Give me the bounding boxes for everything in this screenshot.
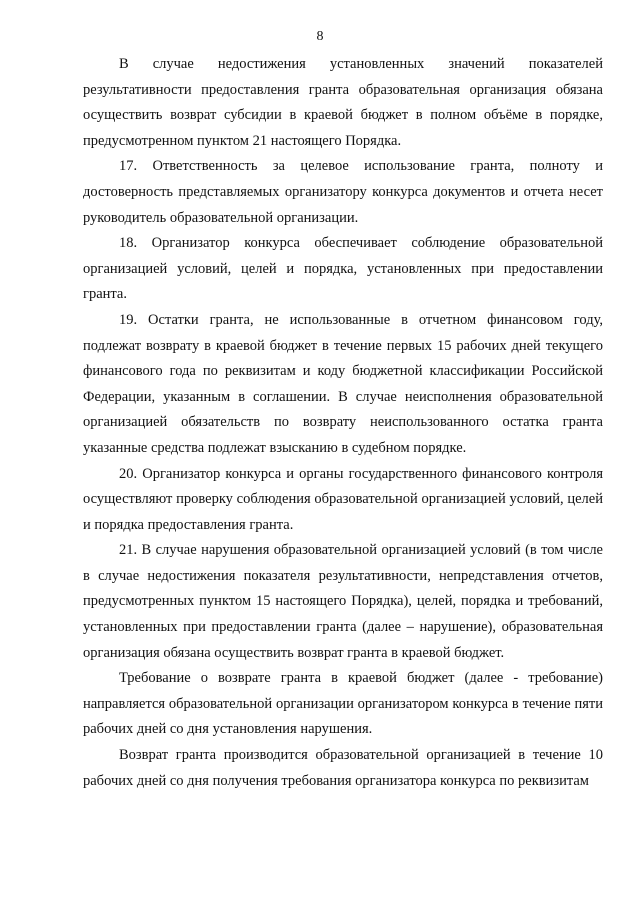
paragraph-21-violation: 21. В случае нарушения образовательной организацией условий (в том числе в случае недостижения показателя результативности, непредставления отчетов, предусмотренных пунктом 15 настоящего Порядка), целей, порядка и требований, установленных при предоставлении гранта (далее – нарушение), образовательная организация обязана осуществить возврат гранта в краевой бюджет. <box>83 542 603 661</box>
paragraph-17-responsibility: 17. Ответственность за целевое использование гранта, полноту и достоверность представляемых организатору конкурса документов и отчета несет руководитель образовательной организации. <box>83 158 603 226</box>
paragraph-19-unused-balance: 19. Остатки гранта, не использованные в отчетном финансовом году, подлежат возврату в краевой бюджет в течение первых 15 рабочих дней текущего финансового года по реквизитам и коду бюджетной классификации Российской Федерации, указанным в соглашении. В случае неисполнения образовательной организацией обязательств по возврату неиспользованного остатка гранта указанные средства подлежат взысканию в судебном порядке. <box>83 311 603 456</box>
paragraph-refund-procedure: Возврат гранта производится образовательной организацией в течение 10 рабочих дней со дня получения требования организатора конкурса по реквизитам <box>83 747 603 789</box>
paragraph-subsidy-refund: В случае недостижения установленных значений показателей результативности предоставления гранта образовательная организация обязана осуществить возврат субсидии в краевой бюджет в полном объёме в порядке, предусмотренном пунктом 21 настоящего Порядка. <box>83 56 603 149</box>
page-number: 8 <box>316 29 324 44</box>
document-body <box>83 52 603 794</box>
paragraph-20-control: 20. Организатор конкурса и органы государственного финансового контроля осуществляют проверку соблюдения образовательной организацией условий, целей и порядка предоставления гранта. <box>83 465 603 533</box>
paragraph-refund-demand: Требование о возврате гранта в краевой бюджет (далее - требование) направляется образовательной организации организатором конкурса в течение пяти рабочих дней со дня установления нарушения. <box>83 670 603 738</box>
paragraph-18-compliance: 18. Организатор конкурса обеспечивает соблюдение образовательной организацией условий, целей и порядка, установленных при предоставлении гранта. <box>83 235 603 303</box>
